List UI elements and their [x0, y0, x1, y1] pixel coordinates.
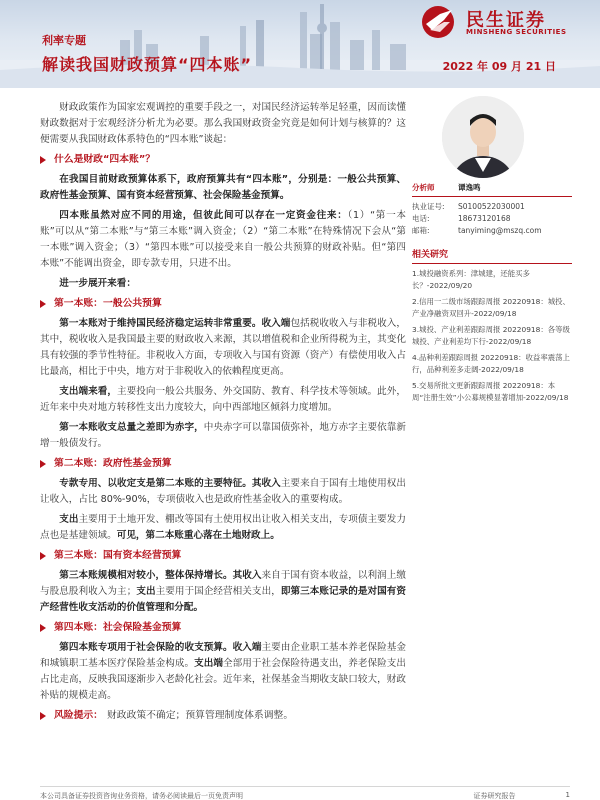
logo-chinese-name: 民生证券: [466, 10, 546, 31]
list-item[interactable]: 4.品种利差跟踪周报 20220918：收益率震荡上行，品种利差多走阔-2022/09/18: [412, 353, 570, 374]
arrow-icon: [40, 460, 46, 468]
section-heading: 第一本账：一般公共预算: [40, 296, 406, 312]
analyst-photo: [442, 96, 524, 178]
analyst-row: 电话: 18673120168: [412, 214, 511, 223]
related-research-list: [412, 268, 572, 404]
paragraph: 支出主要用于土地开发、棚改等国有土使用权出让收入相关支出，专项债主要发力点也是基建领域。可见，第二本账重心落在土地财政上。: [40, 514, 407, 541]
list-item[interactable]: 3.城投、产业利差跟踪周报 20220918：各等级城投、产业利差均下行-2022/09/18: [412, 325, 570, 346]
paragraph: 第一本账收支总量之差即为赤字，中央赤字可以靠国债弥补，地方赤字主要依靠新增一般债发行。: [40, 422, 407, 449]
paragraph: 专款专用、以收定支是第二本账的主要特征。其收入主要来自于国有土地使用权出让收入，占比 80%-90%，专项债收入也是政府性基金收入的重要构成。: [40, 478, 407, 505]
arrow-icon: [40, 552, 46, 560]
page-number: 1: [565, 791, 570, 799]
related-research-title: 相关研究: [412, 250, 449, 260]
section-heading: 什么是财政“四本账”？: [40, 152, 406, 168]
arrow-icon: [40, 712, 46, 720]
paragraph: 在我国目前财政预算体系下，政府预算共有“四本账”，分别是：一般公共预算、政府性基金预算、国有资本经营预算、社会保险基金预算。: [40, 174, 406, 201]
report-date: 2022 年 09 月 21 日: [442, 60, 556, 73]
section-heading: 第四本账：社会保险基金预算: [40, 620, 406, 636]
list-item[interactable]: 5.交易所批文更新跟踪周报 20220918：本周“注册生效”小公募规模显著增加-2022/09/18: [412, 381, 569, 402]
analyst-info: [412, 182, 572, 408]
analyst-row: 邮箱: tanyiming@mszq.com: [412, 225, 572, 237]
list-item[interactable]: 1.城投融资系列：津城建，还能买多长？-2022/09/20: [412, 269, 530, 290]
analyst-portrait-icon: [442, 96, 524, 178]
analyst-row: 执业证号: S0100522030001: [412, 202, 525, 211]
company-logo: [418, 4, 578, 40]
minsheng-logo-icon: [418, 4, 462, 40]
report-category: 利率专题: [42, 34, 86, 47]
divider: [412, 196, 572, 197]
paragraph: 第一本账对于维持国民经济稳定运转非常重要。收入端包括税收收入与非税收入，其中，税收收入是我国最主要的财政收入来源，其以增值税和企业所得税为主，其变化具有较强的季节性特征。非税收入方面，专项收入与国有资源（资产）有偿使用收入占比最高，相比于中央，地方对于非税收入的依赖程度更高。: [40, 318, 407, 377]
report-type: 证券研究报告: [473, 792, 516, 800]
arrow-icon: [40, 300, 46, 308]
paragraph: 第三本账规模相对较小，整体保持增长。其收入来自于国有资本收益，以利润上缴与股息股利收入为主；支出主要用于国企经营相关支出，即第三本账记录的是对国有资产经营性收支活动的价值管理和分配。: [40, 570, 407, 613]
risk-warning: 风险提示： 财政政策不确定；预算管理制度体系调整。: [40, 708, 406, 724]
header-banner: [0, 0, 600, 88]
paragraph: 第四本账专项用于社会保险的收支预算。收入端主要由企业职工基本养老保险基金和城镇职工基本医疗保险基金构成。支出端全部用于社会保险待遇支出，养老保险支出占比走高，反映我国逐渐步入老龄化社会。近年来，社保基金当期收支缺口较大，财政补贴的规模走高。: [40, 642, 407, 701]
section-heading: 第二本账：政府性基金预算: [40, 456, 406, 472]
page-footer: [40, 786, 570, 800]
intro-paragraph: 财政政策作为国家宏观调控的重要手段之一，对国民经济运转举足轻重，因而读懂财政数据对于宏观经济分析尤为必要。那么我国财政资金究竟是如何计划与核算的？这便需要从我国财政体系特色的“四本账”谈起：: [40, 102, 406, 145]
arrow-icon: [40, 624, 46, 632]
section-heading: 第三本账：国有资本经营预算: [40, 548, 406, 564]
disclaimer-note: 本公司具备证券投资咨询业务资格，请务必阅读最后一页免责声明: [40, 792, 243, 800]
list-item[interactable]: 2.信用一二级市场跟踪周报 20220918：城投、产业净融资双回升-2022/09/18: [412, 297, 570, 318]
paragraph: 进一步展开来看：: [59, 278, 136, 289]
analyst-email-link[interactable]: tanyiming@mszq.com: [458, 226, 542, 235]
divider: [412, 263, 572, 264]
arrow-icon: [40, 156, 46, 164]
paragraph: 支出端来看，主要投向一般公共服务、外交国防、教育、科学技术等领域。此外，近年来中央对地方转移性支出力度较大，向中西部地区倾斜力度增加。: [40, 386, 407, 413]
report-title: 解读我国财政预算“四本账”: [42, 55, 253, 74]
analyst-row: 分析师 谭逸鸣: [412, 183, 481, 192]
main-content: [40, 100, 406, 728]
paragraph: 四本账虽然对应不同的用途，但彼此间可以存在一定资金往来：（1）“第一本账”可以从“第二本账”与“第三本账”调入资金；（2）“第二本账”在特殊情况下会从“第一本账”调入资金；（3）“第四本账”可以接受来自一般公共预算的财政补贴。但“第四本账”不能调出资金，即专款专用，只进不出。: [40, 210, 406, 269]
logo-english-name: MINSHENG SECURITIES: [466, 28, 567, 36]
